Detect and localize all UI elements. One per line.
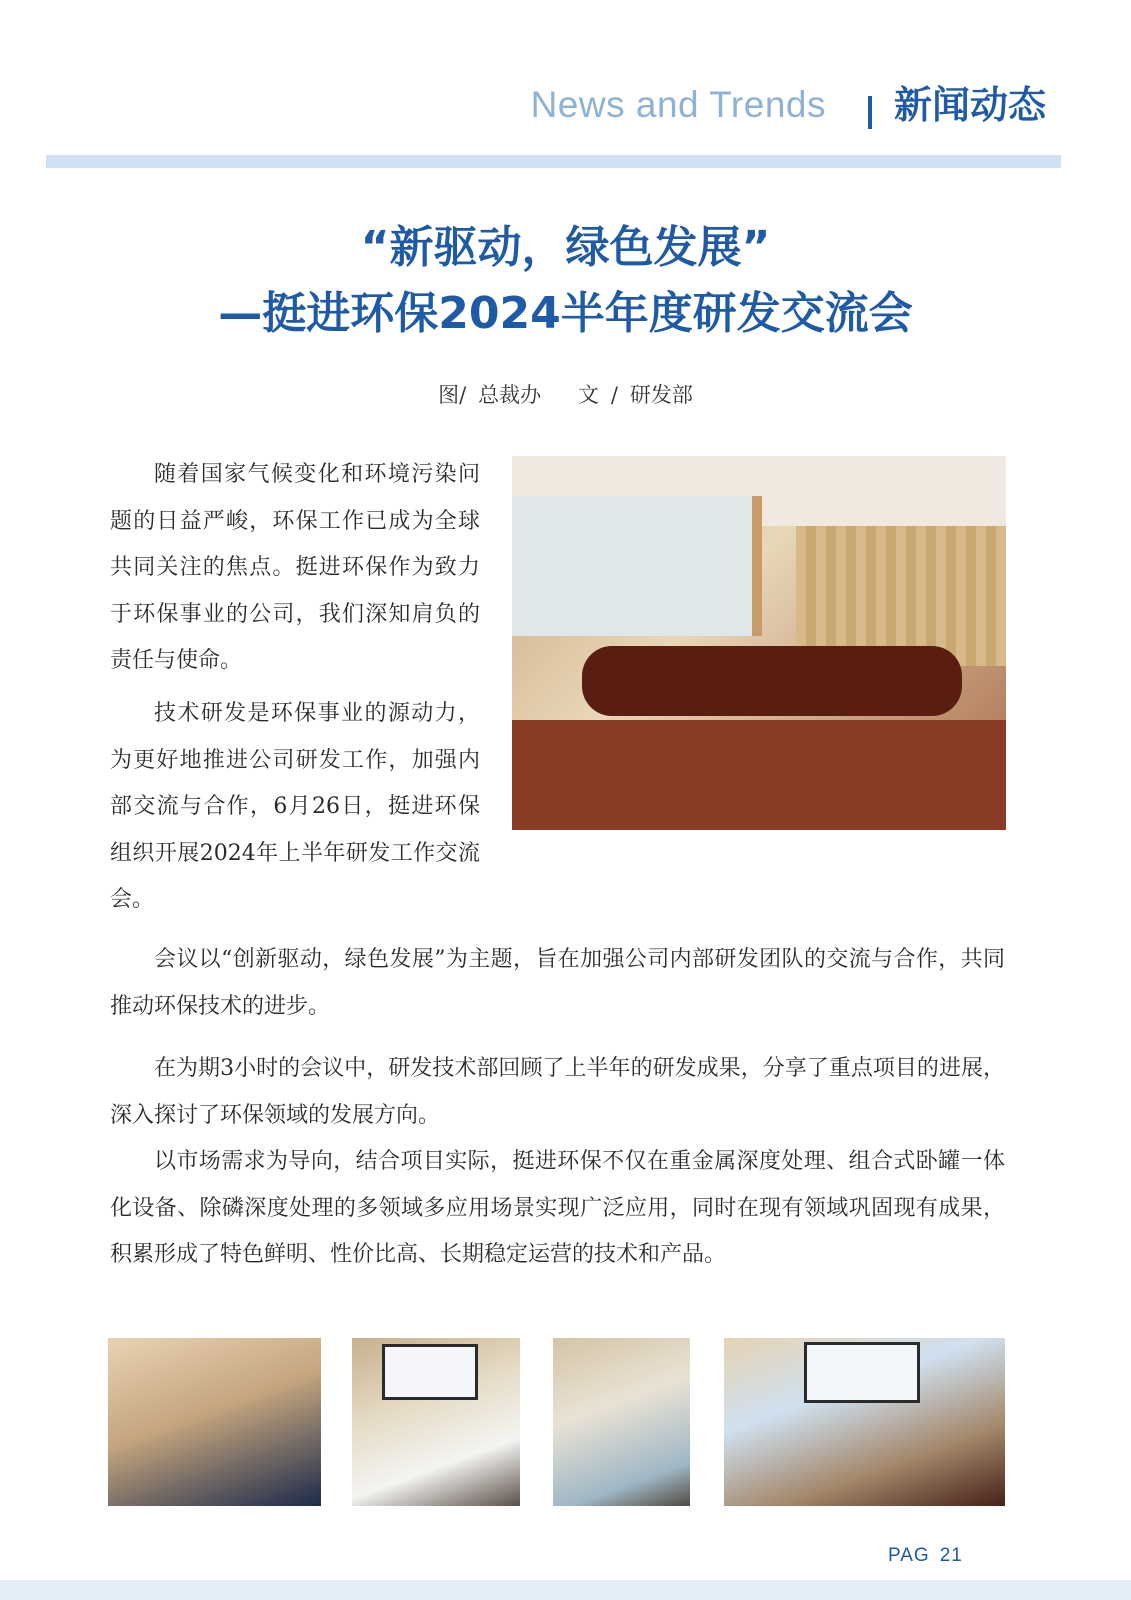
byline-photo-by: 总裁办: [478, 383, 542, 407]
page-number: [888, 1546, 963, 1565]
meeting-photo-thumb-4: [724, 1338, 1005, 1506]
section-header-divider: [868, 96, 872, 129]
meeting-photo-thumb-1: [108, 1338, 321, 1506]
article-title-line1: “新驱动，绿色发展”: [360, 222, 771, 273]
byline-photo-label: 图/: [438, 383, 467, 407]
photo-window: [512, 496, 762, 636]
section-header-zh: 新闻动态: [894, 83, 1047, 127]
meeting-photo-thumb-2: [352, 1338, 520, 1506]
article-paragraph: 技术研发是环保事业的源动力，为更好地推进公司研发工作，加强内部交流与合作，6月26日，挺进环保组织开展2024年上半年研发工作交流会。: [110, 701, 480, 912]
byline-text-label: 文: [577, 383, 599, 407]
byline-slash: /: [610, 383, 618, 407]
photo-floor: [512, 720, 1006, 830]
article-paragraph: 在为期3小时的会议中，研发技术部回顾了上半年的研发成果，分享了重点项目的进展，深入探讨了环保领域的发展方向。: [110, 1056, 1005, 1128]
footer-stripe: [0, 1580, 1131, 1600]
article-paragraph: 会议以“创新驱动，绿色发展”为主题，旨在加强公司内部研发团队的交流与合作，共同推动环保技术的进步。: [110, 947, 1005, 1019]
page-number-value: 21: [939, 1545, 963, 1566]
photo-screen: [804, 1342, 920, 1403]
meeting-photo-main: [512, 456, 1006, 830]
photo-curtain: [796, 526, 1006, 666]
article-title-line2: —挺进环保2024半年度研发交流会: [218, 288, 913, 339]
section-header-en: News and Trends: [530, 84, 826, 125]
byline-text-by: 研发部: [629, 383, 693, 407]
photo-screen: [382, 1344, 478, 1400]
meeting-photo-thumb-3: [553, 1338, 690, 1506]
article-byline: [0, 385, 1131, 406]
photo-table: [582, 646, 962, 716]
header-stripe: [46, 155, 1061, 168]
article-paragraph: 随着国家气候变化和环境污染问题的日益严峻，环保工作已成为全球共同关注的焦点。挺进环保作为致力于环保事业的公司，我们深知肩负的责任与使命。: [110, 462, 480, 673]
page-number-label: PAG: [888, 1545, 930, 1566]
article-paragraph: 以市场需求为导向，结合项目实际，挺进环保不仅在重金属深度处理、组合式卧罐一体化设备、除磷深度处理的多领域多应用场景实现广泛应用，同时在现有领域巩固现有成果，积累形成了特色鲜明、性价比高、长期稳定运营的技术和产品。: [110, 1149, 1005, 1267]
